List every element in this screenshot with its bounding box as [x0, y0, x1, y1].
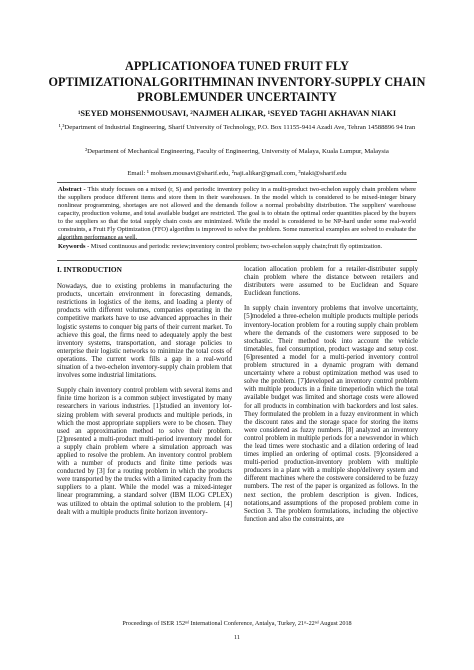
keywords-label: Keywords [58, 243, 86, 250]
author-list: ¹SEYED MOHSENMOUSAVI, ²NAJMEH ALIKAR, ¹SEYED TAGHI AKHAVAN NIAKI [77, 109, 397, 118]
body-paragraph: In supply chain inventory problems that involve uncertainty, [5]modeled a three-echelon multiple products multiple periods inventory-location problem for a routing supply chain problem where the demands of the customers were supposed to be stochastic. Their method took into account the vehicle timetables, fuel consumption, product wastage and setup cost. [6]presented a model for a multi-period inventory control problem structured in a dynamic program with demand uncertainty where a robust optimization method was used to solve the problem. [7]developed an inventory control problem with multiple products in a finite timeperiodin which the total available budget was limited and shortage costs were allowed for all products in combination with backorders and lost sales. They formulated the problem in a fuzzy environment in which the discount rates and the storage space for storing the items were considered as fuzzy numbers. [8] analyzed an inventory control problem in multiple periods for a newsvendor in which the lead times were stochastic and a dilation ordering of lead times implied an ordering of optimal costs. [9]considered a multi-period production-inventory problem with multiple producers in a plant with a multiple shop/delivery system and different machines where the costswere considered to be fuzzy numbers. The rest of the paper is organized as follows. In the next section, the problem description is given. Indices, notations,and assumptions of the proposed problem come in Section 3. The problem formulations, including the objective function and also the constraints, are [244, 305, 418, 523]
body-paragraph: Supply chain inventory control problem with several items and finite time horizon is a common subject investigated by many researchers in various industries. [1]studied an inventory lot-sizing problem with several products and multiple periods, in which the most appropriate suppliers were to be chosen. They used an approximation method to solve their problem. [2]presented a multi-product multi-period inventory model for a supply chain problem where a simulation approach was applied to resolve the problem. An inventory control problem with a number of products and finite time periods was conducted by [3] for a routing problem in which the products were transported by the trucks with a limited capacity from the suppliers to a plant. While the model was a mixed-integer linear programming, a standard solver (IBM ILOG CPLEX) was utilized to obtain the optimal solution to the problem. [4] dealt with a multiple products finite horizon inventory- [57, 387, 232, 516]
keywords-bottom-rule [57, 260, 417, 261]
page-footer: Proceedings of ISER 152ⁿᵈ International Conference, Antalya, Turkey, 21ˢᵗ-22ⁿᵈ August 2018 [122, 620, 352, 627]
author-emails: Email: ¹ mohsen.mousavi@sharif.edu, ²naji.alikar@gmail.com, ³niaki@sharif.edu [127, 170, 347, 177]
right-column [244, 266, 418, 531]
abstract-text: This study focuses on a mixed (r, S) and periodic inventory policy in a multi-product two-echelon supply chain problem where the suppliers produce different items and store them in their warehouses. In the model which is considered to be mixed-integer binary nonlinear programming, shortages are not allowed and the demands follow a normal probability distribution. The suppliers' warehouse capacity, production volume, and total available budget are restricted. The goal is to obtain the optimal order quantities placed by the buyers to the suppliers so that the total supply chain costs are minimized. While the model is considered to be NP-hard under some real-world constraints, a Fruit Fly Optimization (FFO) algorithm is improved to solve the problem. Some numerical examples are solved to evaluate the algorithm performance as well. [58, 186, 416, 242]
section-heading: I. INTRODUCTION [57, 265, 122, 274]
abstract-bottom-rule [57, 239, 417, 240]
paper-title: APPLICATIONOFA TUNED FRUIT FLY OPTIMIZATIONALGORITHMINAN INVENTORY-SUPPLY CHAIN PROBLEMUNDER UNCERTAINTY [48, 59, 426, 104]
body-paragraph: Nowadays, due to existing problems in manufacturing the products, uncertain environment in forecasting demands, restrictions in logistics of the items, and loading a plenty of products with different volumes, companies operating in the competitive markets have to use advanced approaches in their logistic systems to conquer big parts of their current market. To achieve this goal, the firms need to adequately apply the best inventory systems, transportation, and storage policies to enterprise their logistic networks to minimize the total costs of operations. The current work fills a gap in a real-world situation of a two-echelon inventory-supply chain problem that involves some industrial limitations. [57, 283, 232, 380]
body-paragraph: location allocation problem for a retailer-distributer supply chain problem where the distance between retailers and distributers were assumed to be Euclidean and Square Euclidean functions. [244, 266, 418, 298]
left-column [57, 266, 232, 524]
keywords-text: - Mixed continuous and periodic review;inventory control problem; two-echelon supply chain;fruit fly optimization. [87, 243, 383, 250]
affiliation-2: ²Department of Mechanical Engineering, Faculty of Engineering, University of Malaya, Kuala Lumpur, Malaysia [85, 148, 389, 155]
keywords [58, 243, 416, 251]
abstract-top-rule [57, 182, 417, 183]
affiliation-1: ¹,³Department of Industrial Engineering, Sharif University of Technology, P.O. Box 11155-9414 Azadi Ave, Tehran 14588896 94 Iran [58, 124, 416, 131]
abstract [58, 186, 416, 242]
page-number: 11 [234, 634, 240, 641]
abstract-label: Abstract - [58, 186, 86, 193]
